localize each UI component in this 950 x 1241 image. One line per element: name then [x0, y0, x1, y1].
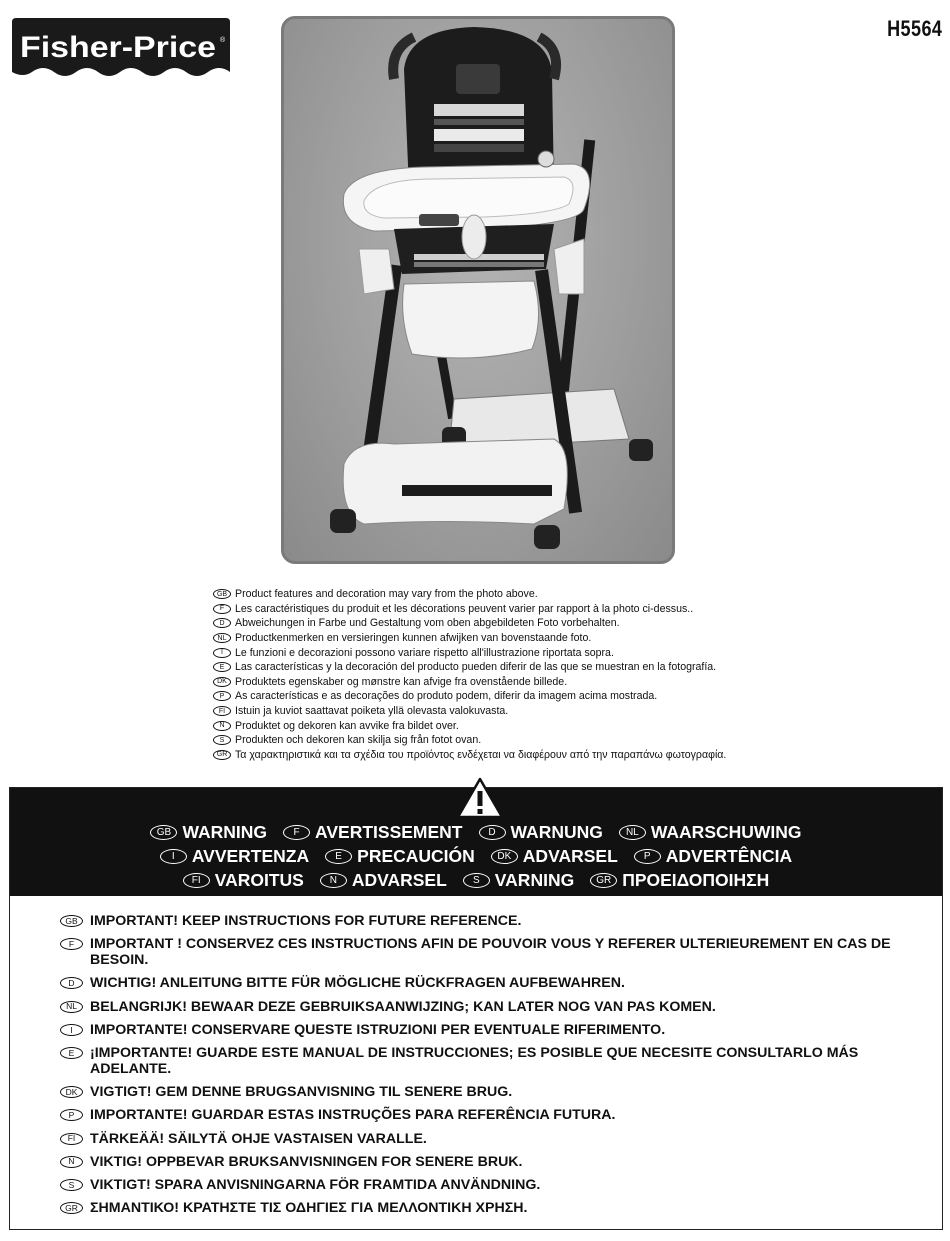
warning-heading-text: ΠΡΟΕΙΔΟΠΟΙΗΣΗ — [622, 870, 770, 890]
language-code-badge-icon: NL — [60, 1001, 83, 1013]
warning-heading — [491, 846, 618, 867]
language-code-badge-icon: NL — [213, 633, 231, 643]
warning-heading-line — [10, 822, 942, 843]
warning-heading — [150, 822, 267, 843]
language-code-badge-icon: NL — [619, 825, 646, 840]
language-code-badge-icon: E — [60, 1047, 83, 1059]
language-code-badge-icon: GB — [150, 825, 177, 840]
fisher-price-logo — [10, 16, 232, 84]
language-code-badge-icon: P — [60, 1109, 83, 1121]
disclaimer-item — [213, 675, 773, 690]
instruction-text: WICHTIG! ANLEITUNG BITTE FÜR MÖGLICHE RÜCKFRAGEN AUFBEWAHREN. — [90, 975, 625, 992]
disclaimer-text: Produktets egenskaber og mønstre kan afvige fra ovenstående billede. — [235, 675, 568, 688]
warning-heading — [479, 822, 603, 843]
language-code-badge-icon: D — [213, 618, 231, 628]
warning-section — [9, 787, 943, 1230]
instruction-item — [60, 1107, 900, 1123]
warning-heading-text: AVERTISSEMENT — [315, 822, 463, 842]
disclaimer-text: Las características y la decoración del producto pueden diferir de las que se muestran en la fotografía. — [235, 661, 717, 674]
instruction-item — [60, 1154, 900, 1170]
disclaimer-text: Istuin ja kuviot saattavat poiketa yllä olevasta valokuvasta. — [235, 705, 509, 718]
instruction-item — [60, 1177, 900, 1193]
instruction-item — [60, 936, 900, 968]
warning-heading — [619, 822, 802, 843]
warning-heading-text: WARNING — [182, 822, 268, 842]
language-code-badge-icon: D — [60, 977, 83, 989]
instruction-text: ΣΗΜΑΝΤΙΚΟ! ΚΡΑΤΗΣΤΕ ΤΙΣ ΟΔΗΓΙΕΣ ΓΙΑ ΜΕΛΛΟΝΤΙΚΗ ΧΡΗΣΗ. — [90, 1200, 528, 1217]
language-code-badge-icon: D — [479, 825, 506, 840]
disclaimer-text: Le funzioni e decorazioni possono variare rispetto all'illustrazione riportata sopra. — [235, 646, 614, 659]
warning-heading — [634, 846, 792, 867]
warning-heading — [590, 870, 769, 891]
language-code-badge-icon: F — [60, 938, 83, 950]
svg-text:Fisher-Price: Fisher-Price — [20, 31, 216, 64]
language-code-badge-icon: DK — [491, 849, 518, 864]
product-photo — [281, 16, 675, 564]
warning-heading-text: PRECAUCIÓN — [357, 846, 475, 866]
warning-heading-text: ADVARSEL — [522, 846, 618, 866]
instruction-text: VIKTIG! OPPBEVAR BRUKSANVISNINGEN FOR SENERE BRUK. — [90, 1153, 523, 1170]
language-code-badge-icon: P — [634, 849, 661, 864]
instruction-item — [60, 1084, 900, 1100]
language-code-badge-icon: GR — [213, 750, 231, 760]
warning-heading — [320, 870, 447, 891]
instruction-text: VIGTIGT! GEM DENNE BRUGSANVISNING TIL SENERE BRUG. — [90, 1084, 513, 1101]
language-code-badge-icon: FI — [60, 1133, 83, 1145]
disclaimer-text: Produkten och dekoren kan skilja sig från fotot ovan. — [235, 734, 482, 747]
language-code-badge-icon: FI — [213, 706, 231, 716]
model-code: H5564 — [886, 16, 942, 41]
instruction-text: IMPORTANT! KEEP INSTRUCTIONS FOR FUTURE REFERENCE. — [90, 913, 522, 929]
disclaimer-text: Product features and decoration may vary from the photo above. — [235, 588, 538, 601]
warning-heading — [463, 870, 574, 891]
warning-heading-text: VARNING — [494, 870, 575, 890]
instruction-text: IMPORTANTE! CONSERVARE QUESTE ISTRUZIONI PER EVENTUALE RIFERIMENTO. — [90, 1021, 666, 1038]
warning-heading-text: AVVERTENZA — [191, 846, 310, 866]
disclaimer-text: Les caractéristiques du produit et les décorations peuvent varier par rapport à la photo ci-dessus.. — [235, 602, 694, 615]
language-code-badge-icon: GB — [60, 915, 83, 927]
language-code-badge-icon: FI — [183, 873, 210, 888]
disclaimer-item — [213, 689, 773, 704]
language-code-badge-icon: F — [213, 604, 231, 614]
instruction-text: IMPORTANTE! GUARDAR ESTAS INSTRUÇÕES PARA REFERÊNCIA FUTURA. — [90, 1107, 616, 1124]
instruction-text: ¡IMPORTANTE! GUARDE ESTE MANUAL DE INSTRUCCIONES; ES POSIBLE QUE NECESITE CONSULTARLO MÁS ADELANTE. — [90, 1044, 859, 1077]
instruction-item — [60, 1022, 900, 1038]
language-code-badge-icon: N — [213, 721, 231, 731]
disclaimer-text: Abweichungen in Farbe und Gestaltung vom oben abgebildeten Foto vorbehalten. — [235, 617, 620, 630]
language-code-badge-icon: GR — [60, 1202, 83, 1214]
language-code-badge-icon: I — [60, 1024, 83, 1036]
disclaimer-item — [213, 660, 773, 675]
important-instructions-list — [60, 913, 900, 1223]
disclaimer-text: Produktet og dekoren kan avvike fra bildet over. — [235, 719, 459, 732]
high-chair-illustration — [284, 19, 672, 561]
warning-heading-text: ADVERTÊNCIA — [665, 846, 793, 866]
disclaimer-item — [213, 733, 773, 748]
language-code-badge-icon: DK — [213, 677, 231, 687]
disclaimer-item — [213, 602, 773, 617]
language-code-badge-icon: F — [283, 825, 310, 840]
warning-heading-line — [10, 846, 942, 867]
instruction-text: TÄRKEÄÄ! SÄILYTÄ OHJE VASTAISEN VARALLE. — [90, 1130, 427, 1147]
warning-heading — [283, 822, 462, 843]
warning-heading-line — [10, 870, 942, 891]
instruction-item — [60, 1131, 900, 1147]
disclaimer-item — [213, 587, 773, 602]
language-code-badge-icon: DK — [60, 1086, 83, 1098]
language-code-badge-icon: E — [213, 662, 231, 672]
instruction-item — [60, 999, 900, 1015]
warning-heading-text: VAROITUS — [214, 870, 304, 890]
disclaimer-item — [213, 631, 773, 646]
warning-banner — [10, 788, 942, 896]
instruction-item — [60, 975, 900, 991]
warning-heading-text: WAARSCHUWING — [650, 822, 802, 842]
language-code-badge-icon: N — [60, 1156, 83, 1168]
instruction-text: BELANGRIJK! BEWAAR DEZE GEBRUIKSAANWIJZING; KAN LATER NOG VAN PAS KOMEN. — [90, 998, 716, 1015]
disclaimer-text: Τα χαρακτηριστικά και τα σχέδια του προϊόντος ενδέχεται να διαφέρουν από την παραπάνω φωτογραφία. — [235, 748, 727, 761]
disclaimer-item — [213, 748, 773, 763]
language-code-badge-icon: E — [325, 849, 352, 864]
disclaimer-item — [213, 718, 773, 733]
language-code-badge-icon: P — [213, 691, 231, 701]
warning-heading — [325, 846, 475, 867]
instruction-text: VIKTIGT! SPARA ANVISNINGARNA FÖR FRAMTIDA ANVÄNDNING. — [90, 1176, 541, 1193]
warning-triangle-icon — [455, 776, 505, 820]
language-code-badge-icon: S — [463, 873, 490, 888]
warning-heading — [183, 870, 304, 891]
language-code-badge-icon: GR — [590, 873, 617, 888]
disclaimer-item — [213, 704, 773, 719]
language-code-badge-icon: N — [320, 873, 347, 888]
svg-text:®: ® — [220, 37, 226, 44]
language-code-badge-icon: S — [60, 1179, 83, 1191]
warning-heading-text: WARNUNG — [510, 822, 603, 842]
disclaimer-text: As características e as decorações do produto podem, diferir da imagem acima mostrada. — [235, 690, 658, 703]
instruction-item — [60, 1200, 900, 1216]
disclaimer-item — [213, 645, 773, 660]
instruction-text: IMPORTANT ! CONSERVEZ CES INSTRUCTIONS AFIN DE POUVOIR VOUS Y REFERER ULTERIEUREMENT EN CAS DE BESOIN. — [90, 936, 891, 969]
language-code-badge-icon: I — [213, 648, 231, 658]
warning-heading-text: ADVARSEL — [351, 870, 447, 890]
warning-heading — [160, 846, 309, 867]
instruction-item — [60, 1045, 900, 1077]
language-code-badge-icon: S — [213, 735, 231, 745]
language-code-badge-icon: I — [160, 849, 187, 864]
language-code-badge-icon: GB — [213, 589, 231, 599]
instruction-item — [60, 913, 900, 929]
disclaimer-item — [213, 616, 773, 631]
photo-disclaimer-list — [213, 587, 773, 762]
disclaimer-text: Productkenmerken en versieringen kunnen afwijken van bovenstaande foto. — [235, 632, 592, 645]
